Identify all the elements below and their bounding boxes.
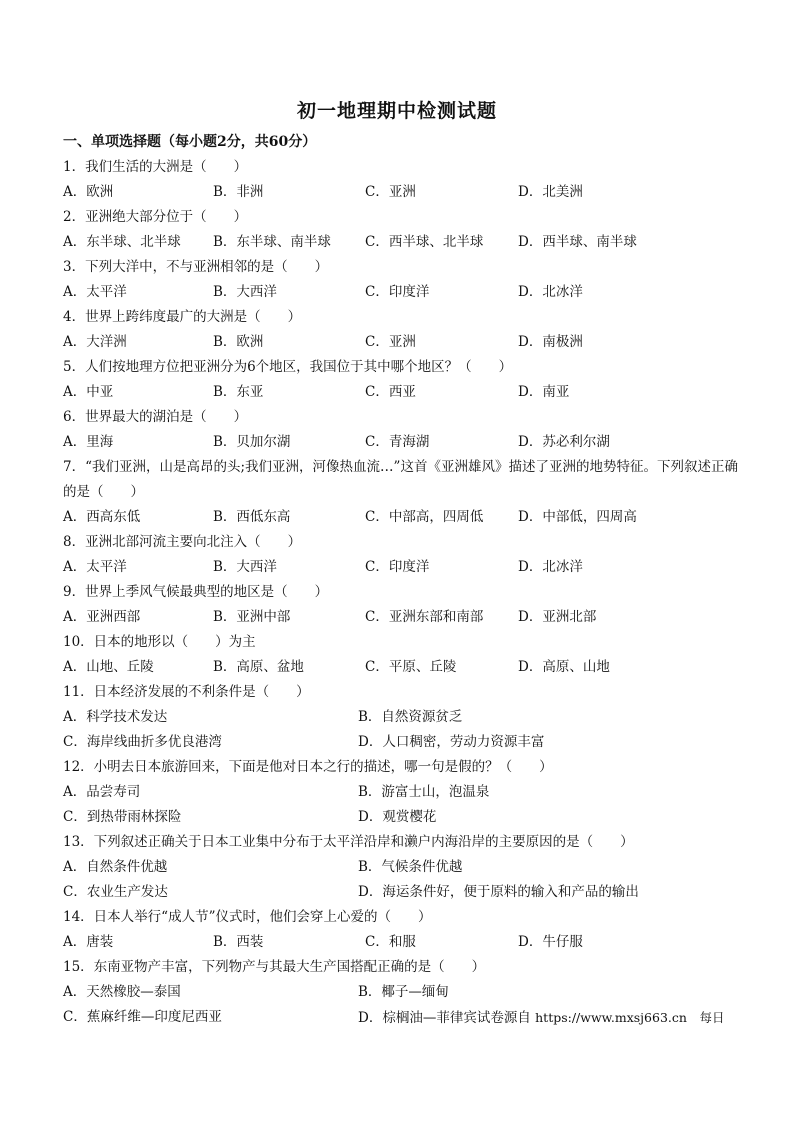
option-b: B．高原、盆地	[213, 659, 304, 675]
option-c: C．西亚	[365, 384, 416, 400]
option-d: D．高原、山地	[518, 659, 610, 675]
option-a: A．太平洋	[63, 284, 127, 300]
question-stem: 10．日本的地形以（ ）为主	[63, 634, 256, 650]
option-c: C．蕉麻纤维—印度尼西亚	[63, 1009, 222, 1025]
option-b: B．东亚	[213, 384, 264, 400]
option-d: D．西半球、南半球	[518, 234, 637, 250]
option-d: D．北冰洋	[518, 284, 583, 300]
option-row	[63, 855, 743, 880]
question-stem: 1．我们生活的大洲是（ ）	[63, 159, 248, 175]
option-d: D．人口稠密，劳动力资源丰富	[358, 734, 545, 750]
option-row	[63, 330, 743, 355]
option-d: D．海运条件好，便于原料的输入和产品的输出	[358, 884, 639, 900]
option-row	[63, 705, 743, 730]
question-stem: 9．世界上季风气候最典型的地区是（ ）	[63, 584, 329, 600]
option-a: A．科学技术发达	[63, 709, 168, 725]
option-row	[63, 880, 743, 905]
option-row	[63, 505, 743, 530]
option-a: A．欧洲	[63, 184, 114, 200]
option-row	[63, 230, 743, 255]
option-a: A．自然条件优越	[63, 859, 168, 875]
question-stem: 14．日本人举行“成人节”仪式时，他们会穿上心爱的（ ）	[63, 909, 432, 925]
option-c: C．亚洲东部和南部	[365, 609, 484, 625]
option-row	[63, 555, 743, 580]
option-d: D．亚洲北部	[518, 609, 597, 625]
option-a: A．天然橡胶—泰国	[63, 984, 181, 1000]
option-b: B．非洲	[213, 184, 264, 200]
option-d: D．南极洲	[518, 334, 583, 350]
question-stem: 2．亚洲绝大部分位于（ ）	[63, 209, 248, 225]
option-b: B．椰子—缅甸	[358, 984, 449, 1000]
option-row	[63, 605, 743, 630]
option-c: C．海岸线曲折多优良港湾	[63, 734, 222, 750]
option-b: B．游富士山，泡温泉	[358, 784, 490, 800]
option-a: A．东半球、北半球	[63, 234, 181, 250]
option-a: A．品尝寿司	[63, 784, 141, 800]
option-d: D．苏必利尔湖	[518, 434, 610, 450]
option-b: B．西装	[213, 934, 264, 950]
option-c: C．印度洋	[365, 559, 430, 575]
option-row	[63, 380, 743, 405]
option-row	[63, 180, 743, 205]
option-b: B．欧洲	[213, 334, 264, 350]
option-c: C．平原、丘陵	[365, 659, 457, 675]
option-c: C．亚洲	[365, 184, 416, 200]
option-b: B．大西洋	[213, 559, 277, 575]
question-stem: 12．小明去日本旅游回来，下面是他对日本之行的描述，哪一句是假的？（ ）	[63, 759, 553, 775]
question-stem: 6．世界最大的湖泊是（ ）	[63, 409, 248, 425]
question-stem: 7．“我们亚洲，山是高昂的头;我们亚洲，河像热血流…”这首《亚洲雄风》描述了亚洲的地势特征。下列叙述正确的是（ ）	[63, 459, 738, 500]
option-a: A．中亚	[63, 384, 114, 400]
option-b: B．大西洋	[213, 284, 277, 300]
source-link[interactable]: https://www.mxsj663.cn 每日	[535, 1010, 725, 1025]
option-a: A．里海	[63, 434, 114, 450]
question-stem: 13．下列叙述正确关于日本工业集中分布于太平洋沿岸和濑户内海沿岸的主要原因的是（ ）	[63, 834, 634, 850]
option-row	[63, 430, 743, 455]
section-heading: 一、单项选择题（每小题2分，共60分）	[63, 134, 317, 150]
option-row	[63, 980, 743, 1005]
option-row	[63, 930, 743, 955]
option-d-text: D．棕榈油—菲律宾试卷源自	[358, 1010, 531, 1026]
option-d: D．观赏樱花	[358, 809, 437, 825]
option-row	[63, 655, 743, 680]
option-c: C．和服	[365, 934, 416, 950]
option-b: B．西低东高	[213, 509, 291, 525]
option-a: A．太平洋	[63, 559, 127, 575]
option-c: C．中部高，四周低	[365, 509, 484, 525]
option-c: C．亚洲	[365, 334, 416, 350]
option-b: B．贝加尔湖	[213, 434, 291, 450]
option-a: A．大洋洲	[63, 334, 127, 350]
option-row	[63, 805, 743, 830]
question-stem: 3．下列大洋中，不与亚洲相邻的是（ ）	[63, 259, 329, 275]
option-c: C．青海湖	[365, 434, 430, 450]
option-c: C．农业生产发达	[63, 884, 168, 900]
option-row	[63, 280, 743, 305]
option-row	[63, 1005, 743, 1030]
option-a: A．亚洲西部	[63, 609, 141, 625]
option-row	[63, 730, 743, 755]
option-d: D．南亚	[518, 384, 570, 400]
option-c: C．印度洋	[365, 284, 430, 300]
option-c: C．西半球、北半球	[365, 234, 484, 250]
question-stem: 8．亚洲北部河流主要向北注入（ ）	[63, 534, 302, 550]
option-d	[358, 1005, 724, 1031]
exam-title: 初一地理期中检测试题	[296, 100, 497, 122]
question-list	[63, 155, 743, 1030]
option-a: A．唐装	[63, 934, 114, 950]
option-b: B．气候条件优越	[358, 859, 463, 875]
option-b: B．东半球、南半球	[213, 234, 331, 250]
option-d: D．牛仔服	[518, 934, 583, 950]
option-b: B．亚洲中部	[213, 609, 291, 625]
question-stem: 5．人们按地理方位把亚洲分为6个地区，我国位于其中哪个地区？（ ）	[63, 359, 513, 375]
option-d: D．北美洲	[518, 184, 583, 200]
option-b: B．自然资源贫乏	[358, 709, 463, 725]
option-a: A．山地、丘陵	[63, 659, 154, 675]
option-row	[63, 780, 743, 805]
option-a: A．西高东低	[63, 509, 141, 525]
option-d: D．北冰洋	[518, 559, 583, 575]
option-d: D．中部低，四周高	[518, 509, 637, 525]
option-c: C．到热带雨林探险	[63, 809, 182, 825]
question-stem: 11．日本经济发展的不利条件是（ ）	[63, 684, 310, 700]
question-stem: 4．世界上跨纬度最广的大洲是（ ）	[63, 309, 302, 325]
question-stem: 15．东南亚物产丰富，下列物产与其最大生产国搭配正确的是（ ）	[63, 959, 486, 975]
